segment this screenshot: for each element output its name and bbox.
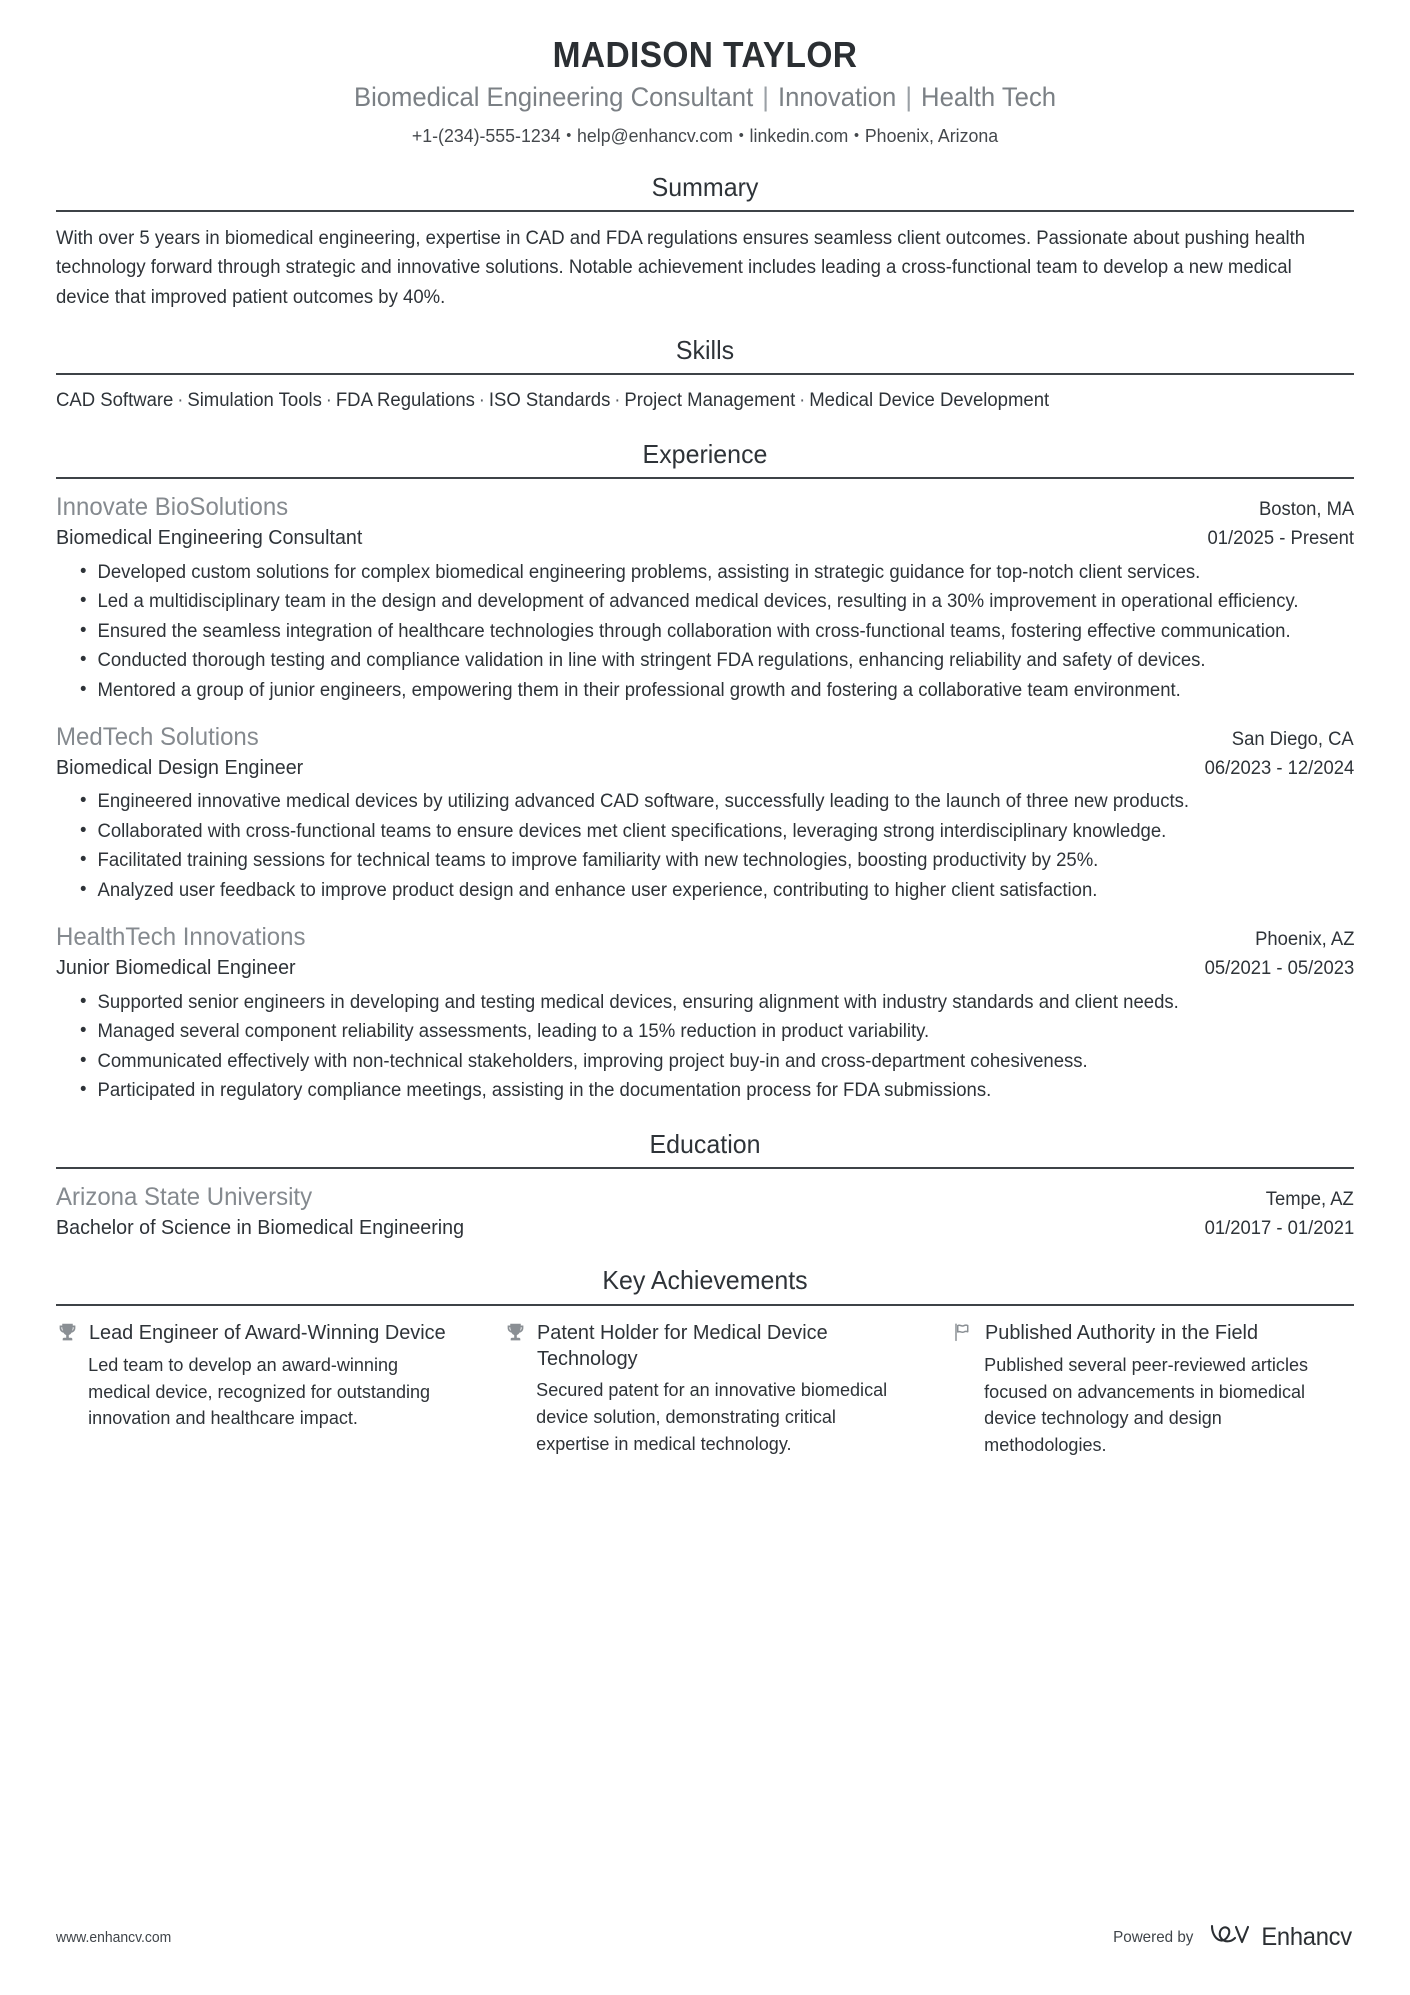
achievement-card [504, 1320, 952, 1459]
entry-subheader-row [56, 754, 1354, 783]
candidate-headline [88, 79, 1321, 115]
entry-header-row [56, 921, 1354, 954]
skill-separator: · [325, 390, 332, 412]
education-entry [56, 1181, 1354, 1242]
skill-item: Simulation Tools [187, 390, 322, 412]
entry-header-row [56, 491, 1354, 524]
organization-name: HealthTech Innovations [56, 923, 306, 952]
entry-role: Biomedical Engineering Consultant [56, 525, 363, 549]
entry-bullets [56, 559, 1354, 706]
section-experience [56, 438, 1354, 1106]
achievement-header [56, 1320, 458, 1346]
footer-url[interactable]: www.enhancv.com [56, 1929, 172, 1946]
bullet-item: • Ensured the seamless integration of healthcare technologies through collaboration with cross-functional teams, fostering effective communication. [78, 618, 1322, 647]
bullet-item: • Mentored a group of junior engineers, empowering them in their professional growth and fostering a collaborative team environment. [78, 677, 1322, 706]
trophy-icon [504, 1320, 526, 1346]
achievement-card [952, 1320, 1354, 1459]
achievement-title: Lead Engineer of Award-Winning Device [89, 1320, 446, 1344]
skills-list [56, 387, 1322, 416]
section-title-summary: Summary [651, 171, 759, 202]
contact-item[interactable]: +1-(234)-555-1234 [411, 124, 561, 146]
experience-entry [56, 921, 1354, 1105]
bullet-item: • Developed custom solutions for complex biomedical engineering problems, assisting in strategic guidance for top-notch client services. [78, 559, 1322, 588]
resume-footer [56, 1922, 1354, 1953]
skill-item: CAD Software [56, 390, 174, 412]
education-entries [56, 1169, 1354, 1242]
section-title-education: Education [649, 1128, 761, 1159]
resume-header [56, 34, 1354, 149]
candidate-name: MADISON TAYLOR [552, 34, 858, 75]
powered-by-label: Powered by [1113, 1928, 1194, 1946]
achievement-description: Led team to develop an award-winning medical device, recognized for outstanding innovation and healthcare impact. [88, 1353, 431, 1429]
headline-separator: | [898, 82, 920, 113]
skill-separator: · [799, 390, 806, 412]
footer-branding [1111, 1922, 1354, 1953]
enhancv-brand [1209, 1922, 1354, 1953]
section-skills [56, 334, 1354, 416]
summary-text: With over 5 years in biomedical engineering, expertise in CAD and FDA regulations ensures seamless client outcomes. Passionate about pushing health technology forward through strategic and innovative solutions. Notable achievement includes leading a cross-functional team to develop a new medical device that improved patient outcomes by 40%. [56, 228, 1306, 308]
entry-role: Biomedical Design Engineer [56, 755, 304, 779]
achievement-title: Patent Holder for Medical Device Technology [537, 1320, 828, 1370]
bullet-item: • Led a multidisciplinary team in the design and development of advanced medical devices, resulting in a 30% improvement in operational efficiency. [78, 588, 1322, 617]
achievements-grid [56, 1306, 1354, 1459]
contact-line [82, 123, 1328, 149]
contact-separator: • [738, 126, 744, 144]
entry-location: Boston, MA [1258, 499, 1354, 521]
bullet-item: • Managed several component reliability assessments, leading to a 15% reduction in product variability. [78, 1018, 1322, 1047]
contact-separator: • [566, 126, 572, 144]
organization-name: Arizona State University [56, 1183, 313, 1212]
entry-dates: 01/2017 - 01/2021 [1204, 1217, 1354, 1239]
entry-subheader-row [56, 1214, 1354, 1243]
skill-item: FDA Regulations [335, 390, 475, 412]
entry-dates: 06/2023 - 12/2024 [1204, 757, 1354, 779]
bullet-item: • Analyzed user feedback to improve product design and enhance user experience, contributing to higher client satisfaction. [78, 877, 1322, 906]
entry-bullets [56, 989, 1354, 1106]
enhancv-logo-icon [1209, 1922, 1251, 1953]
skill-separator: · [614, 390, 621, 412]
section-title-skills: Skills [675, 334, 735, 365]
bullet-item: • Supported senior engineers in developing and testing medical devices, ensuring alignment with industry standards and client needs. [78, 989, 1322, 1018]
achievement-title: Published Authority in the Field [985, 1320, 1259, 1344]
headline-part: Health Tech [921, 82, 1057, 113]
entry-subheader-row [56, 524, 1354, 553]
contact-separator: • [854, 126, 860, 144]
skill-separator: · [177, 390, 184, 412]
experience-entry [56, 491, 1354, 705]
entry-bullets [56, 788, 1354, 905]
bullet-item: • Conducted thorough testing and compliance validation in line with stringent FDA regulations, enhancing reliability and safety of devices. [78, 647, 1322, 676]
summary-body [56, 212, 1354, 312]
bullet-item: • Participated in regulatory compliance meetings, assisting in the documentation process for FDA submissions. [78, 1077, 1322, 1106]
entry-location: Tempe, AZ [1265, 1189, 1354, 1211]
headline-separator: | [755, 82, 777, 113]
achievement-description: Secured patent for an innovative biomedical device solution, demonstrating critical expertise in medical technology. [536, 1379, 888, 1454]
headline-part: Innovation [777, 82, 897, 113]
bullet-item: • Engineered innovative medical devices by utilizing advanced CAD software, successfully leading to the launch of three new products. [78, 788, 1322, 817]
achievement-card [56, 1320, 504, 1459]
achievement-header [504, 1320, 906, 1372]
experience-entry [56, 721, 1354, 905]
bullet-item: • Facilitated training sessions for technical teams to improve familiarity with new technologies, boosting productivity by 25%. [78, 847, 1322, 876]
bullet-item: • Communicated effectively with non-technical stakeholders, improving project buy-in and cross-department cohesiveness. [78, 1048, 1322, 1077]
section-summary [56, 171, 1354, 312]
organization-name: Innovate BioSolutions [56, 493, 289, 522]
enhancv-wordmark: Enhancv [1261, 1923, 1352, 1951]
trophy-icon [56, 1320, 78, 1346]
skill-separator: · [478, 390, 485, 412]
experience-entries [56, 479, 1354, 1105]
entry-location: Phoenix, AZ [1254, 929, 1354, 951]
skill-item: Medical Device Development [809, 390, 1050, 412]
skill-item: ISO Standards [488, 390, 611, 412]
flag-icon [952, 1320, 974, 1346]
entry-role: Junior Biomedical Engineer [56, 955, 296, 979]
section-title-achievements: Key Achievements [602, 1265, 808, 1296]
entry-header-row [56, 1181, 1354, 1214]
entry-location: San Diego, CA [1232, 729, 1354, 751]
section-title-experience: Experience [642, 438, 768, 469]
skill-item: Project Management [624, 390, 796, 412]
entry-header-row [56, 721, 1354, 754]
achievement-description: Published several peer-reviewed articles focused on advancements in biomedical device technology and design methodologies. [984, 1353, 1309, 1456]
skills-body [56, 375, 1354, 416]
entry-dates: 05/2021 - 05/2023 [1204, 957, 1354, 979]
entry-subheader-row [56, 954, 1354, 983]
organization-name: MedTech Solutions [56, 723, 259, 752]
entry-dates: 01/2025 - Present [1207, 527, 1354, 549]
section-education [56, 1128, 1354, 1243]
contact-item[interactable]: Phoenix, Arizona [864, 124, 999, 146]
bullet-item: • Collaborated with cross-functional teams to ensure devices met client specifications, leveraging strong interdisciplinary knowledge. [78, 818, 1322, 847]
section-achievements [56, 1264, 1354, 1459]
achievement-header [952, 1320, 1354, 1346]
headline-part: Biomedical Engineering Consultant [353, 82, 754, 113]
entry-role: Bachelor of Science in Biomedical Engineering [56, 1215, 465, 1239]
contact-item[interactable]: linkedin.com [749, 124, 849, 146]
contact-item[interactable]: help@enhancv.com [577, 124, 733, 146]
